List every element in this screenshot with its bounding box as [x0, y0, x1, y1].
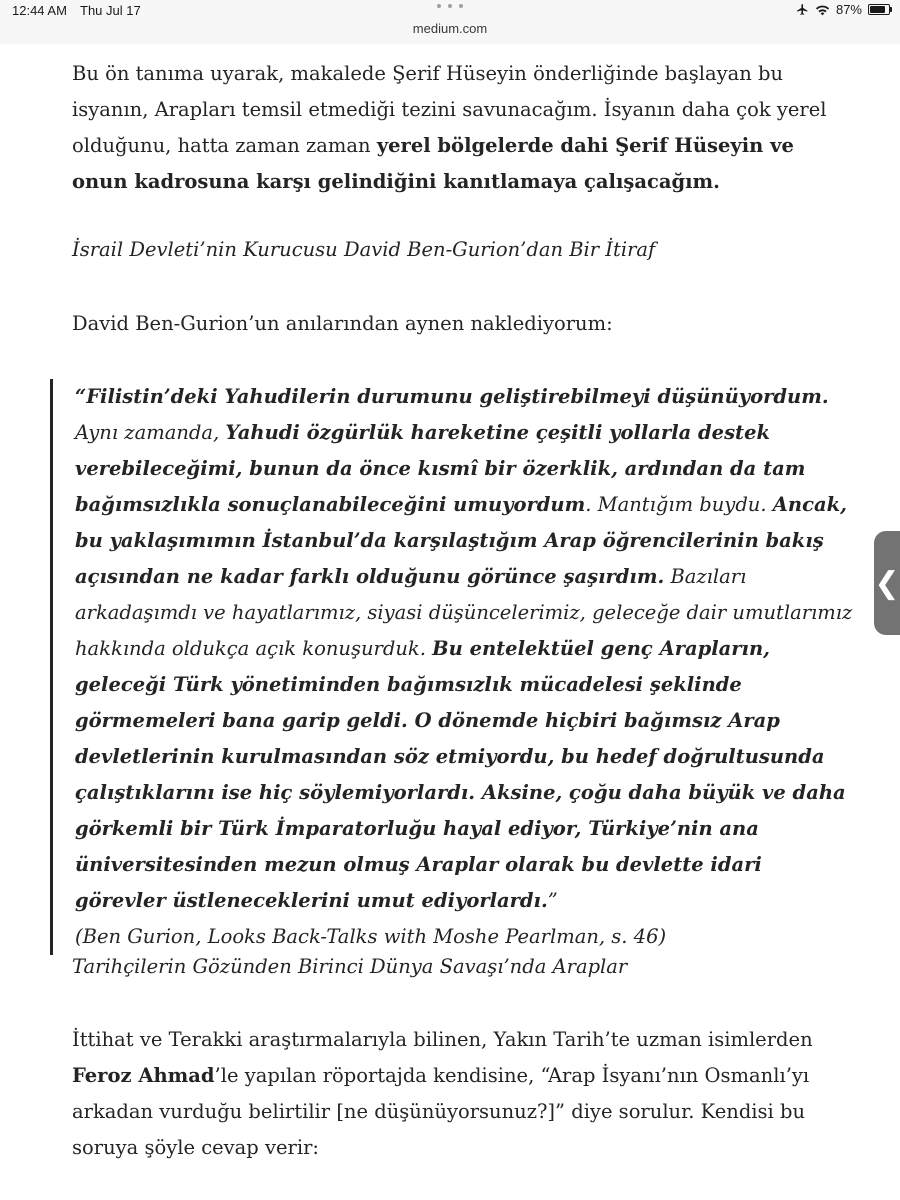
status-date: Thu Jul 17 — [80, 3, 141, 18]
quote-text: Bazıları arkadaşımdı ve hayatlarımız, siyasi düşüncelerimiz, geleceğe dair umutlarımız hakkında oldukça açık konuşurduk. — [75, 565, 853, 660]
paragraph-feroz-ahmad — [72, 1022, 842, 1166]
dot — [437, 4, 441, 8]
quote-text: ” — [547, 889, 558, 912]
quote-bold: Bu entelektüel genç Arapların, geleceği Türk yönetiminden bağımsızlık mücadelesi şeklinde görmemeleri bana garip geldi. O dönemde hiçbiri bağımsız Arap devletlerinin kurulmasından söz etmiyordu, bu hedef doğrultusunda çalıştıklarını ise hiç söylemiyorlardı. Aksine, çoğu daha büyük ve daha görkemli bir Türk İmparatorluğu hayal ediyor, Türkiye’nin ana üniversitesinden mezun olmuş Araplar olarak bu devlette idari görevler üstleneceklerini umut ediyorlardı. — [75, 637, 846, 912]
battery-percent: 87% — [835, 2, 862, 17]
author-name: Feroz Ahmad — [72, 1064, 215, 1087]
side-panel-tab[interactable] — [874, 531, 900, 635]
dot — [459, 4, 463, 8]
section-heading-historians: Tarihçilerin Gözünden Birinci Dünya Savaşı’nda Araplar — [72, 955, 628, 978]
wifi-icon — [815, 4, 830, 16]
section-heading-ben-gurion: İsrail Devleti’nin Kurucusu David Ben-Gurion’dan Bir İtiraf — [72, 238, 656, 261]
status-bar — [0, 0, 900, 44]
airplane-icon — [796, 3, 809, 16]
paragraph-quote-intro: David Ben-Gurion’un anılarından aynen naklediyorum: — [72, 312, 613, 335]
quote-bold: “Filistin’deki Yahudilerin durumunu geliştirebilmeyi düşünüyordum. — [75, 385, 829, 408]
status-time: 12:44 AM — [12, 3, 67, 18]
battery-fill — [870, 6, 885, 13]
paragraph-text: İttihat ve Terakki araştırmalarıyla bilinen, Yakın Tarih’te uzman isimlerden — [72, 1028, 813, 1051]
multitasking-dots[interactable] — [426, 4, 474, 14]
quote-text: . Mantığım buydu. — [585, 493, 773, 516]
blockquote — [50, 379, 855, 955]
quote-text: Aynı zamanda, — [75, 421, 226, 444]
paragraph-intro-bold: yerel bölgelerde dahi Şerif Hüseyin ve onun kadrosuna karşı gelindiğini kanıtlamaya çalışacağım. — [72, 134, 794, 193]
status-indicators — [796, 2, 890, 17]
address-url[interactable]: medium.com — [412, 21, 488, 36]
paragraph-intro — [72, 56, 842, 200]
paragraph-text: ’le yapılan röportajda kendisine, “Arap İsyanı’nın Osmanlı’yı arkadan vurduğu belirtilir [ne düşünüyorsunuz?]” diye sorulur. Kendisi bu soruya şöyle cevap verir: — [72, 1064, 810, 1159]
quote-citation: (Ben Gurion, Looks Back-Talks with Moshe Pearlman, s. 46) — [75, 925, 667, 948]
battery-icon — [868, 4, 890, 15]
paragraph-intro-text: Bu ön tanıma uyarak, makalede Şerif Hüseyin önderliğinde başlayan bu isyanın, Arapları temsil etmediği tezini savunacağım. İsyanın daha çok yerel olduğunu, hatta zaman zaman — [72, 62, 827, 157]
quote-bold: Yahudi özgürlük hareketine çeşitli yollarla destek verebileceğimi, bunun da önce kısmî bir özerklik, ardından da tam bağımsızlıkla sonuçlanabileceğini umuyordum — [75, 421, 806, 516]
quote-bold: Ancak, bu yaklaşımımın İstanbul’da karşılaştığım Arap öğrencilerinin bakış açısından ne kadar farklı olduğunu görünce şaşırdım. — [75, 493, 847, 588]
chevron-left-icon: ❮ — [874, 565, 900, 601]
dot — [448, 4, 452, 8]
quote-text — [75, 379, 855, 919]
